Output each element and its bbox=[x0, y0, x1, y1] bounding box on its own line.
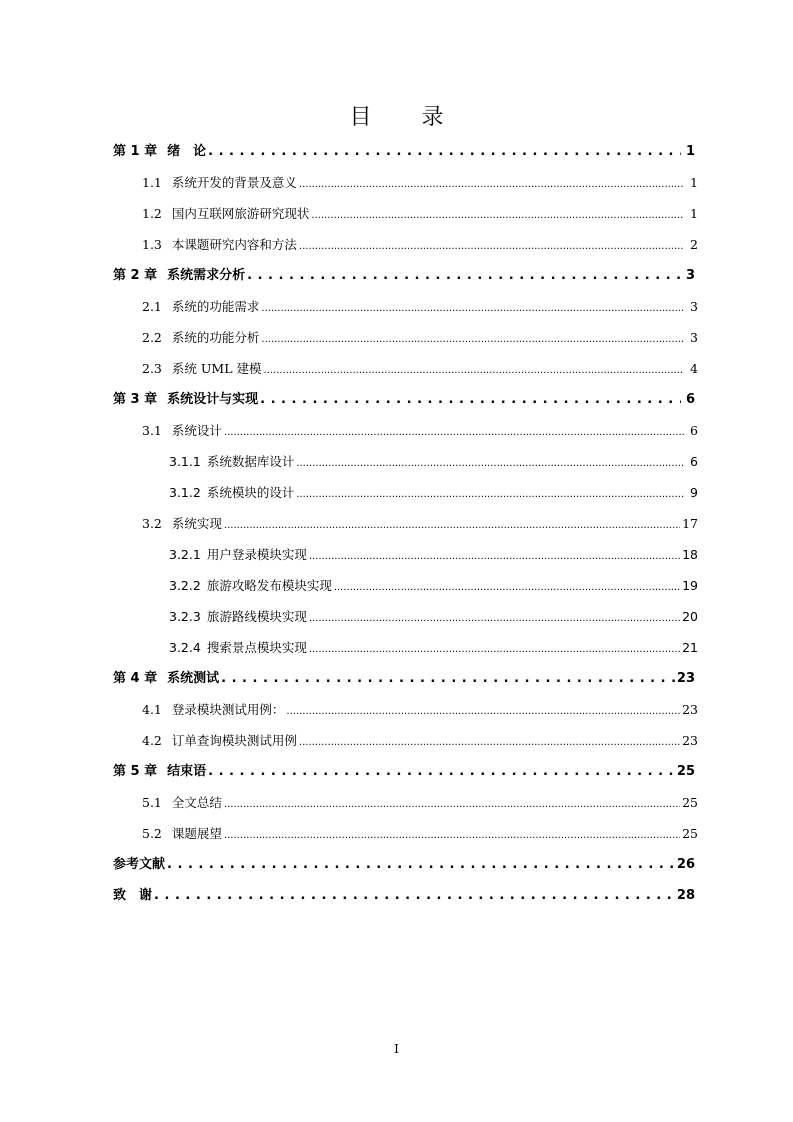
toc-entry-page: 1 bbox=[685, 144, 695, 159]
toc-entry-title: 绪 论 bbox=[167, 144, 207, 159]
toc-entry-title: 搜索景点模块实现 bbox=[206, 640, 307, 655]
toc-entry-title: 系统 UML 建模 bbox=[171, 361, 262, 376]
toc-entry-title: 参考文献 bbox=[113, 857, 166, 872]
toc-entry-number: 1.1 bbox=[142, 175, 162, 190]
toc-entry-number: 3.1.2 bbox=[169, 485, 201, 500]
toc-entry-number: 第 1 章 bbox=[113, 144, 158, 159]
toc-entry[interactable] bbox=[169, 605, 698, 629]
toc-dot-leader bbox=[263, 357, 684, 381]
toc-entry-title: 国内互联网旅游研究现状 bbox=[171, 206, 310, 221]
toc-dot-leader bbox=[224, 512, 680, 536]
toc-dot-leader bbox=[224, 419, 684, 443]
toc-entry[interactable] bbox=[142, 326, 698, 350]
toc-entry-title: 订单查询模块测试用例 bbox=[171, 733, 297, 748]
toc-entry[interactable] bbox=[142, 822, 698, 846]
toc-entry-title: 旅游攻略发布模块实现 bbox=[206, 578, 332, 593]
toc-entry[interactable] bbox=[113, 853, 697, 877]
toc-entry-title: 系统测试 bbox=[167, 671, 220, 686]
toc-dot-leader bbox=[299, 233, 684, 257]
toc-entry[interactable] bbox=[142, 295, 698, 319]
toc-entry-title: 系统设计 bbox=[171, 423, 222, 438]
toc-entry-page: 25 bbox=[676, 764, 695, 779]
toc-entry[interactable] bbox=[142, 202, 698, 226]
toc-entry[interactable] bbox=[113, 667, 697, 691]
toc-dot-leader bbox=[299, 171, 684, 195]
toc-entry[interactable] bbox=[142, 512, 698, 536]
toc-dot-leader bbox=[224, 791, 680, 815]
toc-entry-page: 6 bbox=[690, 454, 698, 469]
toc-entry-page: 6 bbox=[685, 392, 695, 407]
toc-entry-page: 26 bbox=[676, 857, 695, 872]
toc-entry-page: 9 bbox=[690, 485, 698, 500]
toc-entry-title: 致 谢 bbox=[113, 888, 153, 903]
toc-entry-page: 19 bbox=[682, 578, 698, 593]
toc-entry[interactable] bbox=[142, 791, 698, 815]
toc-dot-leader bbox=[299, 729, 680, 753]
toc-entry[interactable] bbox=[113, 140, 697, 164]
toc-entry-title: 系统设计与实现 bbox=[167, 392, 259, 407]
toc-entry-number: 3.2.2 bbox=[169, 578, 201, 593]
toc-dot-leader bbox=[224, 822, 680, 846]
toc-entry-page: 20 bbox=[682, 609, 698, 624]
toc-entry[interactable] bbox=[113, 884, 697, 908]
toc-entry[interactable] bbox=[142, 171, 698, 195]
toc-entry-page: 3 bbox=[690, 330, 698, 345]
toc-entry-number: 2.1 bbox=[142, 299, 162, 314]
toc-dot-leader bbox=[221, 667, 675, 691]
toc-entry-number: 3.2.1 bbox=[169, 547, 201, 562]
toc-entry-number: 第 2 章 bbox=[113, 268, 158, 283]
toc-dot-leader bbox=[247, 264, 681, 288]
toc-entry-page: 3 bbox=[690, 299, 698, 314]
toc-entry-number: 第 3 章 bbox=[113, 392, 158, 407]
toc-entry-number: 第 4 章 bbox=[113, 671, 158, 686]
toc-dot-leader bbox=[311, 202, 684, 226]
toc-entry-number: 3.1 bbox=[142, 423, 162, 438]
toc-dot-leader bbox=[261, 295, 684, 319]
toc-entry-title: 课题展望 bbox=[171, 826, 222, 841]
toc-entry-title: 系统需求分析 bbox=[167, 268, 246, 283]
toc-entry-number: 2.2 bbox=[142, 330, 162, 345]
toc-entry-title: 本课题研究内容和方法 bbox=[171, 237, 297, 252]
toc-entry[interactable] bbox=[142, 419, 698, 443]
toc-dot-leader bbox=[286, 698, 680, 722]
toc-entry-title: 用户登录模块实现 bbox=[206, 547, 307, 562]
toc-entry[interactable] bbox=[169, 574, 698, 598]
toc-entry-title: 结束语 bbox=[167, 764, 207, 779]
toc-entry-title: 系统的功能需求 bbox=[171, 299, 260, 314]
toc-entry-title: 系统实现 bbox=[171, 516, 222, 531]
toc-dot-leader bbox=[208, 140, 681, 164]
toc-dot-leader bbox=[296, 481, 684, 505]
toc-dot-leader bbox=[167, 853, 675, 877]
toc-entry[interactable] bbox=[142, 729, 698, 753]
toc-entry-number: 3.1.1 bbox=[169, 454, 201, 469]
toc-entry-number: 3.2.4 bbox=[169, 640, 201, 655]
toc-entry-title: 系统数据库设计 bbox=[206, 454, 295, 469]
toc-entry-page: 25 bbox=[682, 795, 698, 810]
toc-dot-leader bbox=[208, 760, 675, 784]
toc-dot-leader bbox=[309, 605, 680, 629]
toc-entry[interactable] bbox=[169, 543, 698, 567]
toc-dot-leader bbox=[309, 636, 680, 660]
toc-entry-title: 系统的功能分析 bbox=[171, 330, 260, 345]
toc-entry-title: 系统开发的背景及意义 bbox=[171, 175, 297, 190]
toc-entry-page: 23 bbox=[682, 733, 698, 748]
toc-dot-leader bbox=[334, 574, 680, 598]
toc-entry-page: 23 bbox=[676, 671, 695, 686]
toc-entry-title: 旅游路线模块实现 bbox=[206, 609, 307, 624]
page-title: 目 录 bbox=[349, 105, 458, 130]
toc-entry-number: 1.2 bbox=[142, 206, 162, 221]
toc-entry[interactable] bbox=[169, 450, 698, 474]
toc-entry[interactable] bbox=[113, 388, 697, 412]
toc-dot-leader bbox=[309, 543, 680, 567]
toc-entry[interactable] bbox=[142, 233, 698, 257]
page-number: I bbox=[394, 1042, 399, 1056]
toc-entry-number: 4.2 bbox=[142, 733, 162, 748]
toc-entry-number: 5.2 bbox=[142, 826, 162, 841]
toc-entry-title: 登录模块测试用例： bbox=[171, 702, 285, 717]
toc-entry[interactable] bbox=[142, 698, 698, 722]
toc-entry-page: 1 bbox=[690, 206, 698, 221]
toc-entry-number: 4.1 bbox=[142, 702, 162, 717]
toc-entry[interactable] bbox=[113, 264, 697, 288]
toc-entry[interactable] bbox=[169, 636, 698, 660]
toc-entry-page: 18 bbox=[682, 547, 698, 562]
toc-entry-title: 全文总结 bbox=[171, 795, 222, 810]
toc-entry[interactable] bbox=[169, 481, 698, 505]
toc-entry-number: 1.3 bbox=[142, 237, 162, 252]
toc-entry-number: 3.2 bbox=[142, 516, 162, 531]
toc-entry-page: 2 bbox=[690, 237, 698, 252]
toc-dot-leader bbox=[261, 326, 684, 350]
toc-entry-number: 5.1 bbox=[142, 795, 162, 810]
toc-dot-leader bbox=[296, 450, 684, 474]
toc-entry-page: 17 bbox=[682, 516, 698, 531]
toc-entry-page: 28 bbox=[676, 888, 695, 903]
toc-entry-page: 23 bbox=[682, 702, 698, 717]
toc-entry-title: 系统模块的设计 bbox=[206, 485, 295, 500]
toc-entry-page: 3 bbox=[685, 268, 695, 283]
toc-entry-page: 4 bbox=[690, 361, 698, 376]
toc-entry-number: 第 5 章 bbox=[113, 764, 158, 779]
toc-dot-leader bbox=[154, 884, 675, 908]
toc-entry[interactable] bbox=[142, 357, 698, 381]
toc-entry-page: 6 bbox=[690, 423, 698, 438]
toc-entry-page: 21 bbox=[682, 640, 698, 655]
toc-entry-page: 25 bbox=[682, 826, 698, 841]
toc-entry-page: 1 bbox=[690, 175, 698, 190]
toc-entry-number: 3.2.3 bbox=[169, 609, 201, 624]
toc-entry-number: 2.3 bbox=[142, 361, 162, 376]
toc-entry[interactable] bbox=[113, 760, 697, 784]
toc-dot-leader bbox=[260, 388, 681, 412]
